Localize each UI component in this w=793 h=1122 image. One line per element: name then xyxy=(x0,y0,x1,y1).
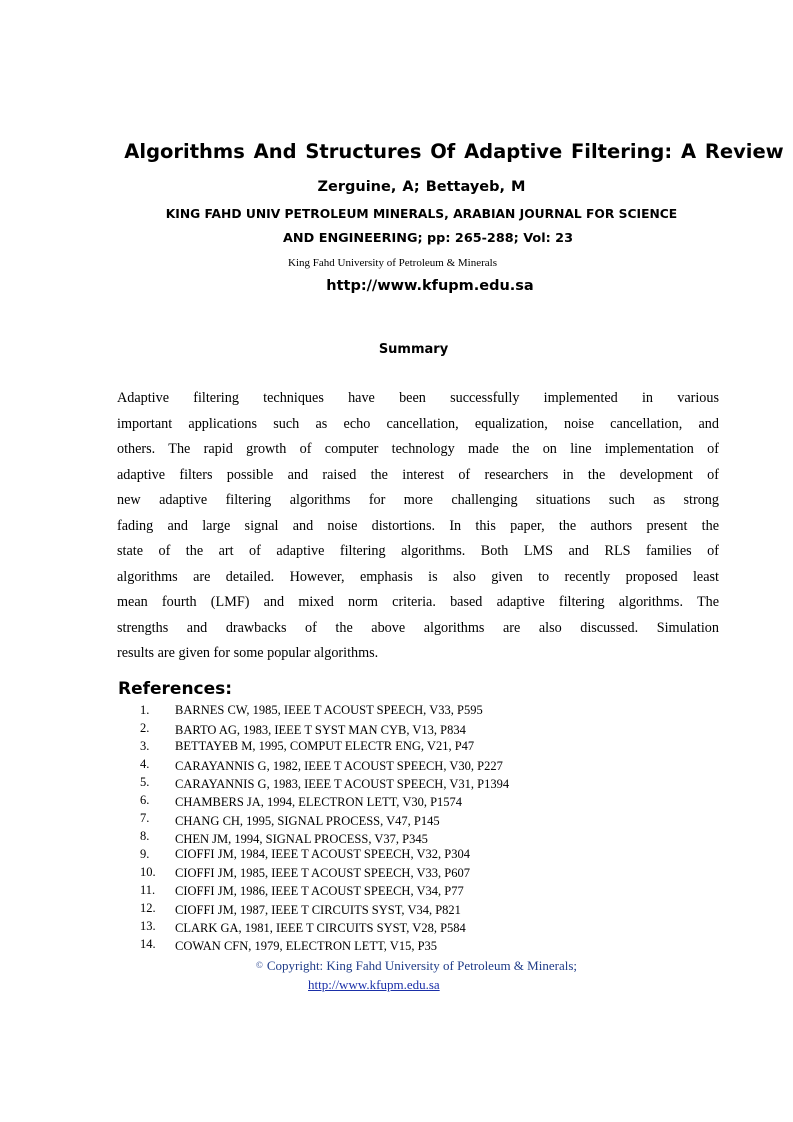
reference-number: 7. xyxy=(140,811,150,825)
reference-entry: CIOFFI JM, 1984, IEEE T ACOUST SPEECH, V32, P304 xyxy=(175,847,470,861)
abstract-line: fading and large signal and noise distortions. In this paper, the authors present the xyxy=(117,517,719,534)
reference-number: 10. xyxy=(140,865,156,879)
reference-entry: CIOFFI JM, 1987, IEEE T CIRCUITS SYST, V34, P821 xyxy=(175,903,461,917)
reference-entry: CARAYANNIS G, 1982, IEEE T ACOUST SPEECH, V30, P227 xyxy=(175,759,503,773)
reference-entry: CIOFFI JM, 1985, IEEE T ACOUST SPEECH, V33, P607 xyxy=(175,866,470,880)
references-heading: References: xyxy=(118,679,233,699)
reference-number: 12. xyxy=(140,901,156,915)
authors: Zerguine, A; Bettayeb, M xyxy=(317,179,526,195)
reference-entry: BETTAYEB M, 1995, COMPUT ELECTR ENG, V21, P47 xyxy=(175,739,475,753)
summary-heading: Summary xyxy=(378,342,449,357)
header-url: http://www.kfupm.edu.sa xyxy=(326,278,534,294)
reference-number: 8. xyxy=(140,829,150,843)
reference-entry: CLARK GA, 1981, IEEE T CIRCUITS SYST, V28, P584 xyxy=(175,921,466,935)
reference-entry: CIOFFI JM, 1986, IEEE T ACOUST SPEECH, V34, P77 xyxy=(175,884,464,898)
reference-entry: CARAYANNIS G, 1983, IEEE T ACOUST SPEECH, V31, P1394 xyxy=(175,777,510,791)
copyright-link[interactable]: http://www.kfupm.edu.sa xyxy=(308,977,440,992)
reference-number: 5. xyxy=(140,775,150,789)
summary-abstract xyxy=(117,386,719,667)
copyright-text: Copyright: King Fahd University of Petroleum & Minerals; xyxy=(266,958,577,973)
abstract-line: state of the art of adaptive filtering algorithms. Both LMS and RLS families of xyxy=(117,543,719,559)
reference-entry: COWAN CFN, 1979, ELECTRON LETT, V15, P35 xyxy=(175,939,438,953)
abstract-line: new adaptive filtering algorithms for more challenging situations such as strong xyxy=(117,492,719,508)
reference-number: 4. xyxy=(140,757,150,771)
reference-entry: BARNES CW, 1985, IEEE T ACOUST SPEECH, V33, P595 xyxy=(175,703,483,717)
reference-number: 14. xyxy=(140,937,156,951)
copyright-notice xyxy=(0,958,793,974)
abstract-line: strengths and drawbacks of the above algorithms are also discussed. Simulation xyxy=(117,619,719,636)
abstract-line: others. The rapid growth of computer technology made the on line implementation of xyxy=(117,441,719,457)
reference-entry: CHAMBERS JA, 1994, ELECTRON LETT, V30, P1574 xyxy=(175,795,463,809)
paper-title: Algorithms And Structures Of Adaptive Filtering: A Review xyxy=(124,140,784,163)
university-name: King Fahd University of Petroleum & Minerals xyxy=(288,257,497,269)
reference-number: 3. xyxy=(140,739,150,753)
reference-number: 11. xyxy=(140,883,156,897)
reference-number: 2. xyxy=(140,721,150,735)
publication-line-1: KING FAHD UNIV PETROLEUM MINERALS, ARABIAN JOURNAL FOR SCIENCE xyxy=(165,207,678,221)
reference-number: 9. xyxy=(140,847,150,861)
reference-number: 6. xyxy=(140,793,150,807)
abstract-line: algorithms are detailed. However, emphasis is also given to recently proposed least xyxy=(117,568,719,585)
publication-line-2: AND ENGINEERING; pp: 265-288; Vol: 23 xyxy=(283,231,573,246)
abstract-line: mean fourth (LMF) and mixed norm criteria. based adaptive filtering algorithms. The xyxy=(117,594,719,610)
abstract-line: results are given for some popular algorithms. xyxy=(117,645,379,661)
copyright-icon: © xyxy=(255,960,263,970)
reference-entry: CHEN JM, 1994, SIGNAL PROCESS, V37, P345 xyxy=(175,832,428,846)
reference-number: 13. xyxy=(140,919,156,933)
reference-number: 1. xyxy=(140,703,150,717)
reference-entry: BARTO AG, 1983, IEEE T SYST MAN CYB, V13, P834 xyxy=(175,723,466,737)
abstract-line: important applications such as echo cancellation, equalization, noise cancellation, and xyxy=(117,415,719,432)
abstract-line: Adaptive filtering techniques have been successfully implemented in various xyxy=(117,390,719,406)
reference-entry: CHANG CH, 1995, SIGNAL PROCESS, V47, P145 xyxy=(175,814,440,828)
abstract-line: adaptive filters possible and raised the interest of researchers in the development of xyxy=(117,466,719,483)
